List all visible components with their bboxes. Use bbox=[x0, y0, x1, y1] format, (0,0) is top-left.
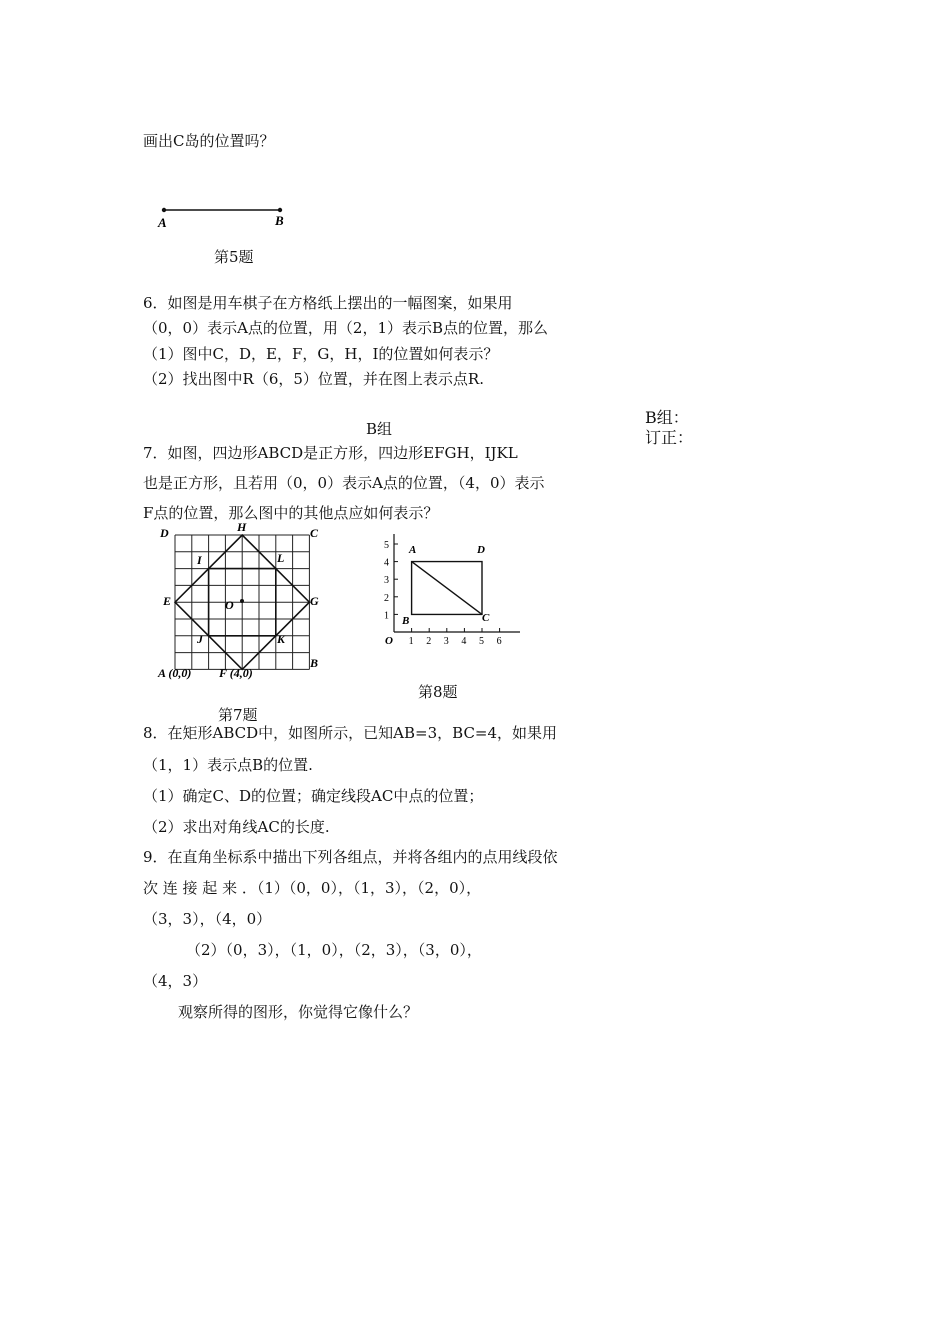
q8-line-1: 8．在矩形ABCD中，如图所示，已知AB=3，BC=4，如果用 bbox=[143, 724, 558, 742]
q7-label-l: L bbox=[277, 551, 285, 565]
q7-label-i: I bbox=[197, 553, 202, 567]
q5-text-tail: 画出C岛的位置吗？ bbox=[143, 132, 275, 150]
y-tick-label: 2 bbox=[384, 592, 389, 604]
q6-line-4: （2）找出图中R（6，5）位置，并在图上表示点R. bbox=[143, 370, 484, 388]
y-tick-label: 1 bbox=[384, 610, 389, 622]
q6-line-3: （1）图中C，D，E，F，G，H，I的位置如何表示？ bbox=[143, 345, 499, 363]
q8-diagonal-ac bbox=[412, 562, 482, 615]
q7-center-dot bbox=[240, 599, 244, 603]
x-tick-label: 3 bbox=[443, 636, 449, 647]
q9-line-2: 次 连 接 起 来 ．（1）（0，0），（1，3），（2，0）， bbox=[143, 879, 482, 897]
q6-line-2: （0，0）表示A点的位置，用（2，1）表示B点的位置，那么 bbox=[143, 319, 549, 337]
q7-line-2: 也是正方形，且若用（0，0）表示A点的位置，（4，0）表示 bbox=[143, 474, 545, 492]
q7-label-j: J bbox=[197, 632, 203, 646]
q9-line-4: （2）（0，3），（1，0），（2，3），（3，0）， bbox=[186, 941, 482, 959]
q9-line-3: （3，3），（4，0） bbox=[143, 910, 272, 928]
x-tick-label: 5 bbox=[479, 636, 484, 647]
q7-label-f: F (4,0) bbox=[219, 666, 253, 680]
point-a-dot bbox=[162, 208, 166, 212]
margin-group-b: B组： bbox=[645, 408, 689, 427]
q7-label-o: O bbox=[225, 598, 234, 612]
q8-label-b: B bbox=[402, 615, 410, 627]
y-tick-label: 3 bbox=[384, 575, 389, 587]
q8-line-3: （1）确定C、D的位置；确定线段AC中点的位置； bbox=[143, 787, 484, 805]
x-tick-label: 6 bbox=[496, 636, 502, 647]
q9-line-1: 9．在直角坐标系中描出下列各组点，并将各组内的点用线段依 bbox=[143, 848, 558, 866]
q7-label-k: K bbox=[277, 632, 286, 646]
q8-label-d: D bbox=[477, 544, 485, 556]
q7-label-c: C bbox=[310, 526, 319, 540]
y-tick-label: 4 bbox=[384, 557, 389, 569]
q6-line-1: 6．如图是用车棋子在方格纸上摆出的一幅图案，如果用 bbox=[143, 294, 513, 312]
q8-label-c: C bbox=[482, 612, 490, 624]
q7-label-g: G bbox=[310, 594, 319, 608]
q8-line-4: （2）求出对角线AC的长度. bbox=[143, 818, 330, 836]
x-tick-label: 2 bbox=[426, 636, 432, 647]
q7-label-h: H bbox=[237, 520, 247, 534]
q7-label-e: E bbox=[163, 594, 172, 608]
q7-label-d: D bbox=[160, 526, 169, 540]
q7-line-3: F点的位置，那么图中的其他点应如何表示？ bbox=[143, 504, 439, 522]
point-a-label: A bbox=[158, 215, 167, 230]
q7-line-1: 7．如图，四边形ABCD是正方形，四边形EFGH，IJKL bbox=[143, 444, 518, 462]
point-b-label: B bbox=[275, 213, 284, 228]
q8-origin-label: O bbox=[385, 635, 393, 647]
x-tick-label: 1 bbox=[408, 636, 414, 647]
margin-correction: 订正： bbox=[645, 428, 694, 447]
q7-caption: 第7题 bbox=[218, 706, 258, 724]
q7-grid-figure bbox=[150, 518, 330, 688]
q5-caption: 第5题 bbox=[214, 248, 254, 266]
y-tick-label: 5 bbox=[384, 540, 389, 551]
q8-axes-figure bbox=[380, 528, 530, 653]
q8-line-2: （1，1）表示点B的位置. bbox=[143, 756, 313, 774]
q7-label-b: B bbox=[310, 656, 319, 670]
q7-label-a: A (0,0) bbox=[158, 666, 192, 680]
group-b-heading: B组 bbox=[366, 420, 393, 438]
q5-segment-figure bbox=[150, 196, 310, 236]
x-tick-label: 4 bbox=[461, 636, 467, 647]
q9-line-6: 观察所得的图形，你觉得它像什么？ bbox=[178, 1003, 419, 1021]
point-b-dot bbox=[278, 208, 282, 212]
q8-label-a: A bbox=[409, 544, 417, 556]
q8-caption: 第8题 bbox=[418, 683, 458, 701]
q9-line-5: （4，3） bbox=[143, 972, 208, 990]
